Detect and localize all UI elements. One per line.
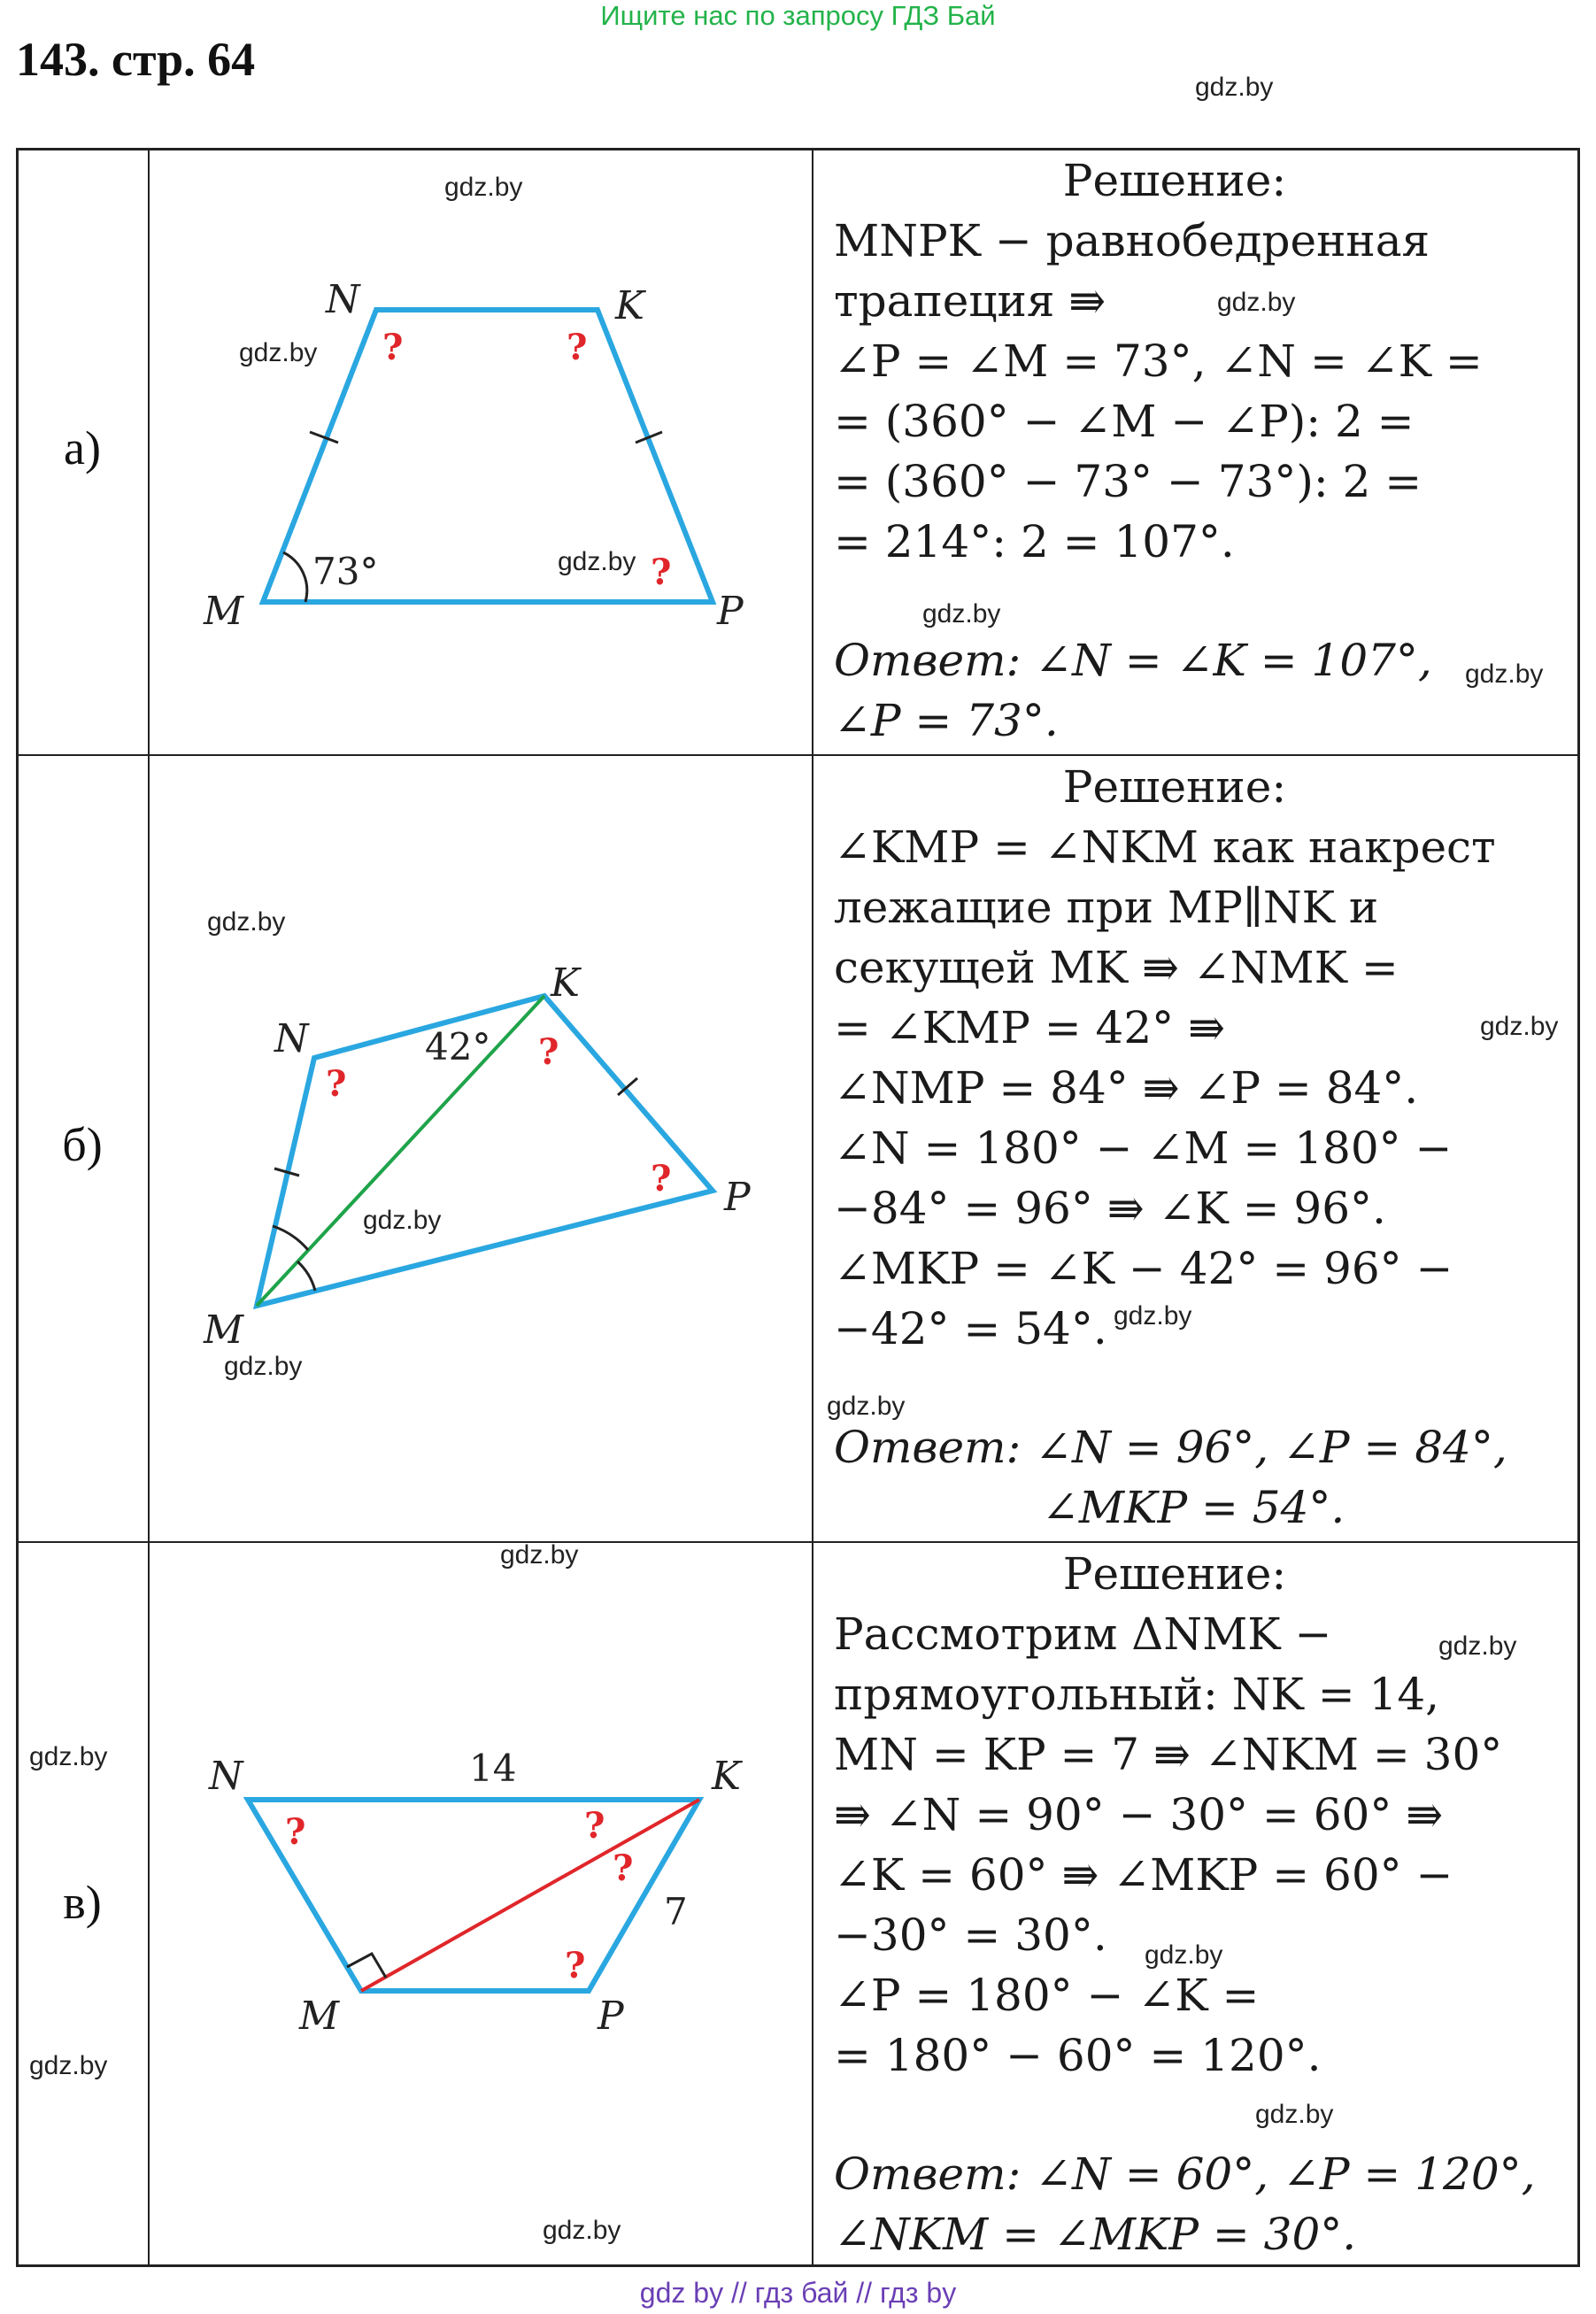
vertex-p: P [717, 589, 744, 634]
watermark: gdz.by [1114, 1301, 1192, 1331]
answer-line: ∠MKP = 54°. [1042, 1482, 1345, 1533]
table-border-right [1577, 148, 1580, 2267]
top-banner: Ищите нас по запросу ГДЗ Бай [600, 0, 996, 31]
solution-line: −30° = 30°. [834, 1909, 1107, 1961]
watermark: gdz.by [1195, 73, 1274, 102]
solution-line: MN = KP = 7 ⇛ ∠NKM = 30° [834, 1729, 1503, 1780]
vertex-k: K [551, 960, 580, 1006]
solution-line: ∠KMP = ∠NKM как накрест [834, 821, 1496, 873]
solution-line: ∠P = 180° − ∠K = [834, 1970, 1260, 2021]
solution-line: ∠NMP = 84° ⇛ ∠P = 84°. [834, 1062, 1419, 1114]
solution-line: = (360° − ∠M − ∠P): 2 = [834, 396, 1415, 447]
angle-m-value: 73° [312, 550, 379, 593]
solution-line: MNPK − равнобедренная [834, 215, 1430, 266]
watermark: gdz.by [1465, 659, 1544, 689]
unknown-angle-p: ? [651, 552, 672, 593]
solution-title: Решение: [1062, 155, 1287, 206]
watermark: gdz.by [1145, 1940, 1223, 1970]
figure-a [150, 150, 810, 752]
row-label-b: б) [62, 1118, 103, 1171]
watermark: gdz.by [224, 1352, 303, 1381]
diagonal-mk [361, 1800, 699, 1991]
row-label-a: а) [64, 421, 101, 474]
column-divider-2 [812, 148, 813, 2267]
unknown-angle-nkm: ? [584, 1805, 605, 1847]
solution-line: ∠N = 180° − ∠M = 180° − [834, 1122, 1453, 1174]
angle-arc-nmk [273, 1226, 308, 1250]
watermark: gdz.by [1480, 1012, 1559, 1041]
vertex-m: M [204, 589, 244, 634]
vertex-n: N [209, 1754, 243, 1799]
vertex-p: P [724, 1175, 751, 1220]
watermark: gdz.by [1217, 288, 1296, 317]
solution-line: ∠MKP = ∠K − 42° = 96° − [834, 1243, 1453, 1294]
solution-line: ⇛ ∠N = 90° − 30° = 60° ⇛ [834, 1789, 1444, 1840]
watermark: gdz.by [29, 2051, 108, 2080]
solution-line: −84° = 96° ⇛ ∠K = 96°. [834, 1183, 1386, 1234]
table-border-bottom [16, 2264, 1580, 2267]
side-nk-length: 14 [469, 1747, 517, 1790]
unknown-angle-mkp: ? [538, 1031, 559, 1073]
side-kp-length: 7 [664, 1890, 688, 1933]
watermark: gdz.by [558, 547, 636, 576]
solution-title: Решение: [1062, 1548, 1287, 1600]
vertex-m: M [204, 1307, 244, 1353]
vertex-p: P [598, 1994, 624, 2039]
watermark: gdz.by [363, 1206, 442, 1235]
solution-line: прямоугольный: NK = 14, [834, 1669, 1440, 1720]
solution-line: = 180° − 60° = 120°. [834, 2030, 1322, 2081]
solution-line: = 214°: 2 = 107°. [834, 516, 1235, 567]
page-heading: 143. стр. 64 [16, 33, 256, 86]
watermark: gdz.by [444, 173, 523, 202]
solution-line: −42° = 54°. [834, 1303, 1107, 1354]
answer-line: ∠P = 73°. [834, 695, 1059, 746]
solution-b [834, 757, 1569, 1538]
solution-line: = (360° − 73° − 73°): 2 = [834, 456, 1423, 507]
figure-c [150, 1544, 810, 2263]
vertex-k: K [712, 1754, 741, 1799]
unknown-angle-k: ? [567, 327, 588, 368]
watermark: gdz.by [239, 338, 318, 367]
watermark: gdz.by [827, 1392, 906, 1421]
watermark: gdz.by [543, 2216, 621, 2245]
unknown-angle-p: ? [651, 1158, 672, 1199]
vertex-k: K [615, 283, 644, 328]
row-divider-2 [16, 1541, 1580, 1543]
figure-b [150, 757, 810, 1539]
vertex-n: N [326, 277, 360, 322]
footer: gdz by // гдз бай // гдз by [639, 2277, 957, 2309]
unknown-angle-p: ? [565, 1945, 586, 1986]
solution-line: секущей MK ⇛ ∠NMK = [834, 942, 1399, 993]
answer-line: ∠NKM = ∠MKP = 30°. [834, 2209, 1357, 2260]
watermark: gdz.by [500, 1540, 579, 1570]
solution-line: трапеция ⇛ [834, 275, 1106, 327]
trapezoid-nkpm [248, 1800, 699, 1991]
solution-line: Рассмотрим ΔNMK − [834, 1608, 1332, 1660]
unknown-angle-n: ? [382, 327, 404, 368]
watermark: gdz.by [922, 599, 1001, 629]
row-label-c: в) [63, 1876, 102, 1929]
watermark: gdz.by [29, 1742, 108, 1771]
vertex-n: N [274, 1016, 309, 1061]
solution-line: лежащие при MP∥NK и [834, 882, 1379, 933]
answer-line: Ответ: ∠N = 60°, ∠P = 120°, [834, 2148, 1536, 2200]
solution-line: ∠P = ∠M = 73°, ∠N = ∠K = [834, 336, 1483, 387]
solution-line: = ∠KMP = 42° ⇛ [834, 1002, 1225, 1053]
unknown-angle-mkp: ? [613, 1847, 634, 1889]
unknown-angle-n: ? [285, 1811, 306, 1853]
watermark: gdz.by [1255, 2100, 1334, 2129]
answer-line: Ответ: ∠N = 96°, ∠P = 84°, [834, 1422, 1507, 1473]
unknown-angle-n: ? [326, 1063, 347, 1105]
row-divider-1 [16, 754, 1580, 756]
solution-a [834, 150, 1569, 751]
vertex-m: M [299, 1994, 340, 2039]
angle-arc-kmp [297, 1261, 315, 1291]
angle-nkm-value: 42° [425, 1025, 491, 1068]
solution-title: Решение: [1062, 761, 1287, 813]
watermark: gdz.by [1438, 1631, 1517, 1661]
solution-line: ∠K = 60° ⇛ ∠MKP = 60° − [834, 1849, 1453, 1901]
watermark: gdz.by [207, 907, 286, 937]
angle-arc-m [283, 552, 307, 602]
answer-line: Ответ: ∠N = ∠K = 107°, [834, 635, 1432, 686]
